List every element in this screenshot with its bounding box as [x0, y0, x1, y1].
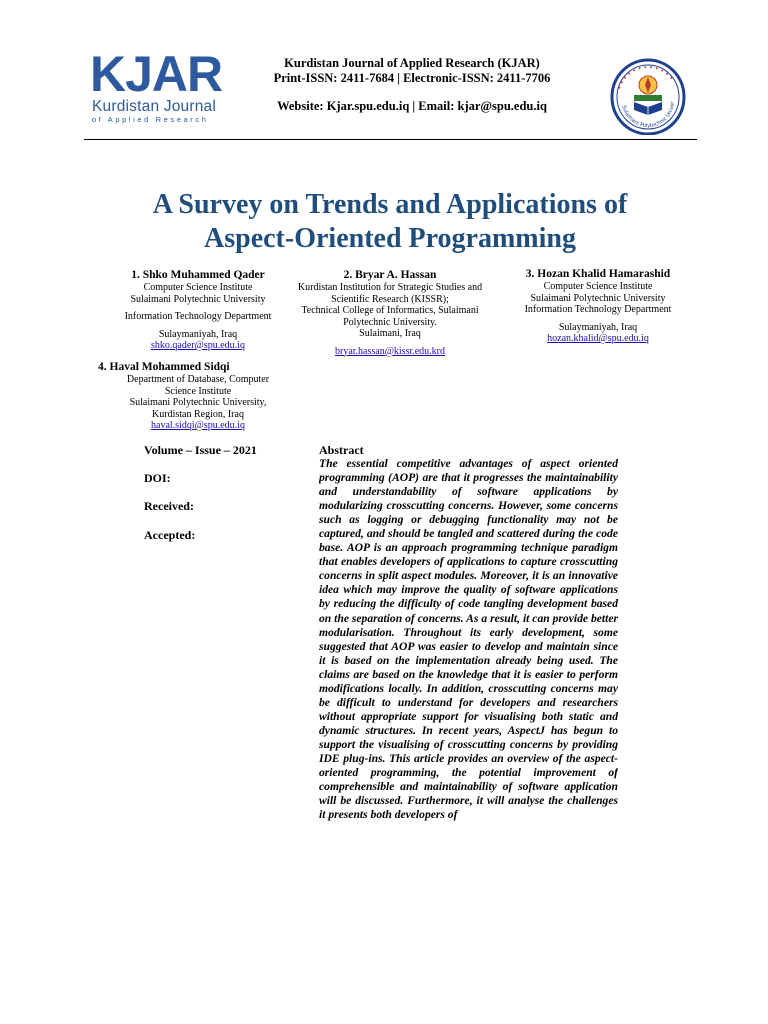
title-line-2: Aspect-Oriented Programming: [204, 223, 576, 254]
author-location: Sulaymaniyah, Iraq: [558, 321, 638, 333]
author-name: 4. Haval Mohammed Sidqi: [98, 361, 230, 373]
svg-text:• • • • • • • • • • • •: • • • • • • • • • • • •: [617, 64, 674, 91]
journal-logo: [90, 46, 235, 125]
author-affiliation: Sulaimani Polytechnic University: [530, 292, 666, 304]
author-email-link[interactable]: bryar.hassan@kissr.edu.krd: [334, 345, 446, 357]
author-affiliation: Computer Science Institute: [543, 281, 653, 292]
logo-journal-name: Kurdistan Journal: [92, 98, 217, 115]
author-email-link[interactable]: hozan.khalid@spu.edu.iq: [547, 333, 649, 344]
logo-letters: KJAR: [90, 46, 223, 102]
author-department: Information Technology Department: [124, 311, 272, 322]
author-affiliation: Department of Database, Computer: [126, 374, 270, 385]
paper-title: [80, 188, 700, 256]
author-email-link[interactable]: haval.sidqi@spu.edu.iq: [151, 420, 245, 431]
received-label: Received:: [144, 499, 194, 514]
abstract-body: The essential competitive advantages of aspect oriented programming (AOP) are that it progresses the maintainability and understandability of software applications by modularizing crosscutting concerns. However, some concerns such as logging or debugging functionality may not be captured, and should be tangled and scattered during the code base. AOP is an approach programming technique paradigm that enables developers of applications to capture crosscutting concerns in split aspect modules. Moreover, it is an innovative idea which may improve the quality of software applications by reducing the difficulty of code tangling development based on the separation of concerns. As a result, it can provide better modularisation. Throughout its early development, some suggested that AOP was easier to develop and maintain since it is based on the implementation already being used. The claims are based on the knowledge that it is easier to perform modifications locally. In addition, crosscutting concerns may be difficult to understand for developers and researchers without appropriate support for visualising both static and dynamic structures. In recent years, AspectJ has begun to support the visualising of crosscutting concerns by providing IDE plug-ins. This article provides an overview of the aspect-oriented programming, the potential improvement of comprehensible and maintainability of software application will be discussed. Furthermore, it will analyse the challenges it presents both developers of: [319, 457, 618, 822]
author-location: Sulaimani, Iraq: [359, 328, 421, 339]
journal-website: Website: Kjar.spu.edu.iq | Email: kjar@spu.edu.iq: [277, 99, 547, 113]
author-block: [98, 360, 298, 432]
author-location: Sulaymaniyah, Iraq: [158, 328, 238, 340]
journal-issn: Print-ISSN: 2411-7684 | Electronic-ISSN: 2411-7706: [273, 71, 551, 85]
author-affiliation: Computer Science Institute: [143, 282, 253, 293]
abstract-heading: Abstract: [319, 443, 364, 457]
title-line-1: A Survey on Trends and Applications of: [152, 189, 628, 220]
author-affiliation: Science Institute: [164, 385, 232, 397]
author-affiliation: Technical College of Informatics, Sulaimani: [301, 305, 479, 316]
author-location: Kurdistan Region, Iraq: [152, 408, 244, 420]
header-divider: [84, 139, 697, 140]
author-email-link[interactable]: shko.qader@spu.edu.iq: [151, 340, 245, 351]
author-department: Information Technology Department: [524, 304, 672, 315]
logo-subtitle: of Applied Research: [92, 115, 209, 124]
abstract-section: [319, 443, 618, 893]
author-affiliation: Sulaimani Polytechnic University,: [129, 397, 267, 408]
author-block: [498, 267, 698, 345]
article-meta: [144, 443, 304, 556]
doi-label: DOI:: [144, 471, 171, 486]
author-name: 3. Hozan Khalid Hamarashid: [525, 268, 671, 280]
author-block: [290, 268, 490, 357]
author-name: 1. Shko Muhammed Qader: [131, 269, 265, 281]
author-affiliation: Sulaimani Polytechnic University: [130, 293, 266, 305]
author-affiliation: Kurdistan Institution for Strategic Studies and: [297, 282, 483, 293]
journal-header: [252, 56, 572, 114]
author-block: [98, 268, 298, 352]
author-affiliation: Scientific Research (KISSR);: [331, 293, 449, 305]
author-name: 2. Bryar A. Hassan: [343, 269, 437, 281]
journal-name: Kurdistan Journal of Applied Research (KJAR): [284, 56, 540, 70]
university-seal-icon: [610, 55, 686, 135]
accepted-label: Accepted:: [144, 527, 196, 542]
volume-issue: Volume – Issue – 2021: [144, 443, 257, 457]
author-affiliation: Polytechnic University.: [343, 316, 437, 328]
seal-text: Sulaimani Polytechnic Univer: [620, 101, 677, 130]
